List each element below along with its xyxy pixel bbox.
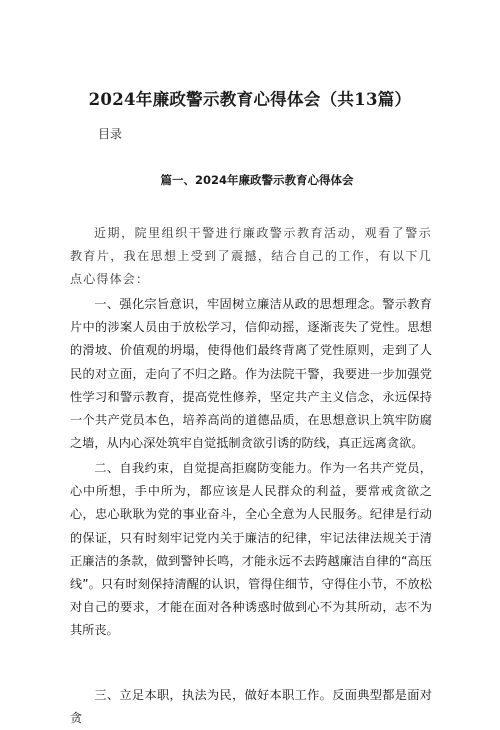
intro-paragraph: 近期，院里组织干警进行廉政警示教育活动，观看了警示教育片，我在思想上受到了震撼，结合自己的工作，有以下几点心得体会： bbox=[70, 226, 432, 286]
document-title: 2024年廉政警示教育心得体会（共13篇） bbox=[88, 90, 412, 109]
paragraph-1: 一、强化宗旨意识，牢固树立廉洁从政的思想理念。警示教育片中的涉案人员由于放松学习，信仰动摇，逐渐丧失了党性。思想的滑坡、价值观的坍塌，使得他们最终背离了党性原则，走到了人民的对立面，走向了不归之路。作为法院干警，我要进一步加强党性学习和警示教育，提高党性修养，坚定共产主义信念，永远保持一个共产党员本色，培养高尚的道德品质，在思想意识上筑牢防腐之墙，从内心深处筑牢自觉抵制贪欲引诱的防线，真正远离贪欲。 bbox=[70, 297, 432, 451]
paragraph-3: 三、立足本职，执法为民，做好本职工作。反面典型都是面对贪 bbox=[70, 688, 432, 726]
paragraph-2: 二、自我约束，自觉提高拒腐防变能力。作为一名共产党员，心中所想，手中所为，都应该是人民群众的利益，要常戒贪欲之心，忠心耿耿为党的事业奋斗，全心全意为人民服务。纪律是行动的保证，只有时刻牢记党内关于廉洁的纪律，牢记法律法规关于清正廉洁的条款，做到警钟长鸣，才能永远不去跨越廉洁自律的“高压线”。只有时刻保持清醒的认识，管得住细节，守得住小节，不放松对自己的要求，才能在面对各种诱惑时做到心不为其所动，志不为其所丧。 bbox=[70, 461, 432, 638]
table-of-contents-label: 目录 bbox=[98, 127, 123, 141]
section-heading: 篇一、2024年廉政警示教育心得体会 bbox=[160, 173, 354, 187]
